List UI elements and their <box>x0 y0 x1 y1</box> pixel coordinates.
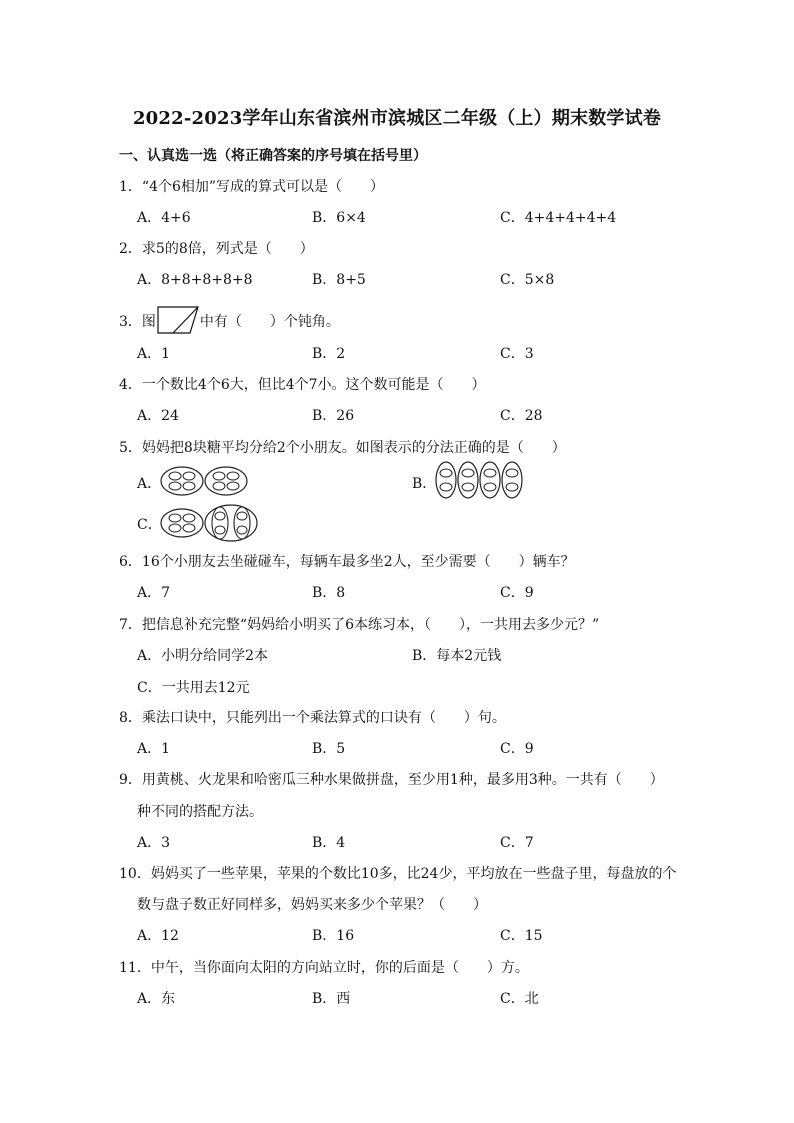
q11-option-b[interactable]: B．西 <box>312 991 351 1007</box>
question-6: 6．16个小朋友去坐碰碰车，每辆车最多坐2人，至少需要（ ）辆车？ <box>119 554 575 570</box>
question-10: 10．妈妈买了一些苹果，苹果的个数比10多，比24少，平均放在一些盘子里，每盘放的个 <box>119 866 677 882</box>
section-heading: 一、认真选一选（将正确答案的序号填在括号里） <box>119 148 427 164</box>
question-3 <box>119 306 340 334</box>
q11-option-a[interactable]: A．东 <box>137 991 176 1007</box>
q6-option-b[interactable]: B．8 <box>312 585 346 601</box>
q5-option-b[interactable]: B． <box>412 476 437 492</box>
question-10-line-2: 数与盘子数正好同样多，妈妈买来多少个苹果？（ ） <box>137 897 487 913</box>
question-9: 9．用黄桃、火龙果和哈密瓜三种水果做拼盘，至少用1种，最多用3种。一共有（ ） <box>119 772 664 788</box>
question-3-prefix: 3．图 <box>119 314 156 330</box>
q6-option-c[interactable]: C．9 <box>500 585 534 601</box>
q10-option-c[interactable]: C．15 <box>500 928 543 944</box>
q5-figure-b <box>434 460 526 500</box>
page-title: 2022-2023学年山东省滨州市滨城区二年级（上）期末数学试卷 <box>132 108 662 129</box>
q7-option-a[interactable]: A．小明分给同学2本 <box>137 648 269 664</box>
q4-option-b[interactable]: B．26 <box>312 408 355 424</box>
question-4: 4．一个数比4个6大，但比4个7小。这个数可能是（ ） <box>119 377 486 393</box>
q6-option-a[interactable]: A．7 <box>137 585 171 601</box>
question-1: 1．“4个6相加”写成的算式可以是（ ） <box>119 179 385 195</box>
q9-option-a[interactable]: A．3 <box>137 835 171 851</box>
q1-option-a[interactable]: A．4+6 <box>137 210 191 226</box>
q2-option-a[interactable]: A．8+8+8+8+8 <box>137 272 253 288</box>
q3-option-a[interactable]: A．1 <box>137 346 171 362</box>
q3-option-b[interactable]: B．2 <box>312 346 346 362</box>
q1-option-b[interactable]: B．6×4 <box>312 210 366 226</box>
question-7: 7．把信息补充完整“妈妈给小明买了6本练习本，（ ），一共用去多少元？” <box>119 617 600 633</box>
question-2: 2．求5的8倍，列式是（ ） <box>119 241 314 257</box>
q5-figure-a <box>160 465 250 497</box>
q5-option-a[interactable]: A． <box>137 476 162 492</box>
q1-option-c[interactable]: C．4+4+4+4+4 <box>500 210 617 226</box>
q2-option-c[interactable]: C．5×8 <box>500 272 555 288</box>
q10-option-b[interactable]: B．16 <box>312 928 355 944</box>
q5-figure-c <box>160 503 260 543</box>
q10-option-a[interactable]: A．12 <box>137 928 179 944</box>
q8-option-b[interactable]: B．5 <box>312 741 346 757</box>
q9-option-b[interactable]: B．4 <box>312 835 346 851</box>
question-3-suffix: 中有（ ）个钝角。 <box>199 314 340 330</box>
question-5: 5．妈妈把8块糖平均分给2个小朋友。如图表示的分法正确的是（ ） <box>119 440 566 456</box>
q8-option-c[interactable]: C．9 <box>500 741 534 757</box>
q4-option-c[interactable]: C．28 <box>500 408 543 424</box>
q11-option-c[interactable]: C．北 <box>500 991 539 1007</box>
q7-option-b[interactable]: B．每本2元钱 <box>412 648 502 664</box>
q2-option-b[interactable]: B．8+5 <box>312 272 366 288</box>
question-8: 8．乘法口诀中，只能列出一个乘法算式的口诀有（ ）句。 <box>119 710 506 726</box>
q8-option-a[interactable]: A．1 <box>137 741 171 757</box>
q9-option-c[interactable]: C．7 <box>500 835 534 851</box>
question-9-line-2: 种不同的搭配方法。 <box>137 804 263 820</box>
question-11: 11．中午，当你面向太阳的方向站立时，你的后面是（ ）方。 <box>119 960 529 976</box>
q3-option-c[interactable]: C．3 <box>500 346 534 362</box>
q5-option-c[interactable]: C． <box>137 517 162 533</box>
q4-option-a[interactable]: A．24 <box>137 408 179 424</box>
trapezoid-figure <box>157 306 199 334</box>
q7-option-c[interactable]: C．一共用去12元 <box>137 680 250 696</box>
